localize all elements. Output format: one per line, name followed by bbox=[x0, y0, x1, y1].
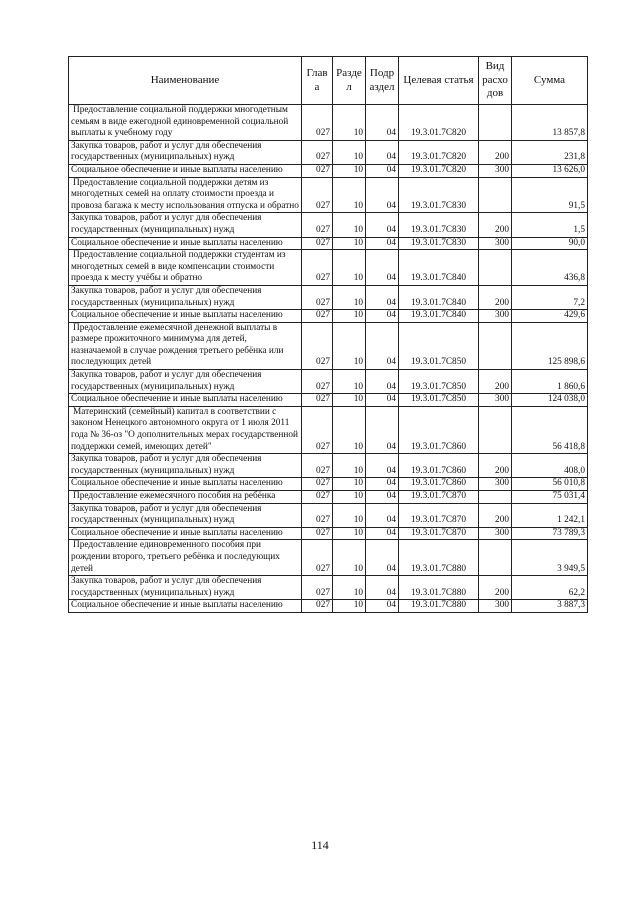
cell-target: 19.3.01.7С860 bbox=[399, 454, 479, 478]
cell-chapter: 027 bbox=[302, 105, 333, 141]
table-row bbox=[69, 394, 588, 407]
cell-chapter: 027 bbox=[302, 177, 333, 213]
cell-sum: 125 898,6 bbox=[512, 322, 588, 369]
cell-type bbox=[479, 105, 512, 141]
cell-name: Социальное обеспечение и иные выплаты населению bbox=[69, 310, 302, 323]
cell-sum: 75 031,4 bbox=[512, 491, 588, 504]
cell-target: 19.3.01.7С820 bbox=[399, 105, 479, 141]
cell-name: Социальное обеспечение и иные выплаты населению bbox=[69, 237, 302, 250]
cell-target: 19.3.01.7С860 bbox=[399, 478, 479, 491]
table-row bbox=[69, 310, 588, 323]
cell-section: 10 bbox=[333, 310, 366, 323]
cell-type: 200 bbox=[479, 370, 512, 394]
cell-chapter: 027 bbox=[302, 503, 333, 527]
cell-target: 19.3.01.7С830 bbox=[399, 213, 479, 237]
cell-subsection: 04 bbox=[366, 600, 399, 613]
cell-type: 300 bbox=[479, 237, 512, 250]
cell-target: 19.3.01.7С880 bbox=[399, 540, 479, 576]
cell-type: 300 bbox=[479, 394, 512, 407]
cell-subsection: 04 bbox=[366, 177, 399, 213]
cell-sum: 1 242,1 bbox=[512, 503, 588, 527]
cell-subsection: 04 bbox=[366, 237, 399, 250]
cell-type: 200 bbox=[479, 140, 512, 164]
cell-name: Социальное обеспечение и иные выплаты населению bbox=[69, 600, 302, 613]
cell-subsection: 04 bbox=[366, 322, 399, 369]
cell-chapter: 027 bbox=[302, 491, 333, 504]
header-type: Вид расхо дов bbox=[479, 57, 512, 105]
cell-target: 19.3.01.7С830 bbox=[399, 237, 479, 250]
cell-section: 10 bbox=[333, 140, 366, 164]
cell-sum: 408,0 bbox=[512, 454, 588, 478]
cell-section: 10 bbox=[333, 237, 366, 250]
table-row bbox=[69, 250, 588, 286]
cell-section: 10 bbox=[333, 600, 366, 613]
cell-type: 200 bbox=[479, 285, 512, 309]
cell-name: Закупка товаров, работ и услуг для обеспечения государственных (муниципальных) нужд bbox=[69, 285, 302, 309]
cell-subsection: 04 bbox=[366, 491, 399, 504]
cell-chapter: 027 bbox=[302, 527, 333, 540]
cell-type: 300 bbox=[479, 600, 512, 613]
cell-subsection: 04 bbox=[366, 454, 399, 478]
cell-section: 10 bbox=[333, 370, 366, 394]
cell-section: 10 bbox=[333, 213, 366, 237]
cell-target: 19.3.01.7С880 bbox=[399, 600, 479, 613]
table-row bbox=[69, 527, 588, 540]
cell-target: 19.3.01.7С820 bbox=[399, 164, 479, 177]
cell-subsection: 04 bbox=[366, 310, 399, 323]
cell-type: 200 bbox=[479, 576, 512, 600]
cell-sum: 429,6 bbox=[512, 310, 588, 323]
cell-sum: 231,8 bbox=[512, 140, 588, 164]
cell-type bbox=[479, 322, 512, 369]
cell-chapter: 027 bbox=[302, 370, 333, 394]
cell-target: 19.3.01.7С880 bbox=[399, 576, 479, 600]
table-row bbox=[69, 322, 588, 369]
cell-type: 300 bbox=[479, 164, 512, 177]
cell-sum: 56 418,8 bbox=[512, 406, 588, 453]
cell-chapter: 027 bbox=[302, 237, 333, 250]
cell-section: 10 bbox=[333, 527, 366, 540]
cell-target: 19.3.01.7С860 bbox=[399, 406, 479, 453]
cell-section: 10 bbox=[333, 454, 366, 478]
table-row bbox=[69, 491, 588, 504]
cell-subsection: 04 bbox=[366, 164, 399, 177]
cell-chapter: 027 bbox=[302, 540, 333, 576]
cell-name: Предоставление ежемесячного пособия на ребёнка bbox=[69, 491, 302, 504]
cell-subsection: 04 bbox=[366, 503, 399, 527]
header-subsection: Подр аздел bbox=[366, 57, 399, 105]
cell-name: Предоставление социальной поддержки многодетным семьям в виде ежегодной единовременной социальной выплаты к учебному году bbox=[69, 105, 302, 141]
cell-type bbox=[479, 491, 512, 504]
budget-table bbox=[68, 56, 588, 613]
cell-subsection: 04 bbox=[366, 213, 399, 237]
table-row bbox=[69, 285, 588, 309]
cell-target: 19.3.01.7С840 bbox=[399, 250, 479, 286]
cell-chapter: 027 bbox=[302, 406, 333, 453]
cell-name: Материнский (семейный) капитал в соответствии с законом Ненецкого автономного округа от 1 июля 2011 года № 36-оз "О дополнительных мерах государственной поддержки семей, имеющих детей" bbox=[69, 406, 302, 453]
cell-name: Социальное обеспечение и иные выплаты населению bbox=[69, 394, 302, 407]
cell-chapter: 027 bbox=[302, 454, 333, 478]
table-row bbox=[69, 164, 588, 177]
table-row bbox=[69, 406, 588, 453]
cell-section: 10 bbox=[333, 177, 366, 213]
cell-section: 10 bbox=[333, 491, 366, 504]
cell-target: 19.3.01.7С830 bbox=[399, 177, 479, 213]
cell-section: 10 bbox=[333, 105, 366, 141]
cell-name: Закупка товаров, работ и услуг для обеспечения государственных (муниципальных) нужд bbox=[69, 370, 302, 394]
cell-sum: 91,5 bbox=[512, 177, 588, 213]
cell-name: Социальное обеспечение и иные выплаты населению bbox=[69, 164, 302, 177]
cell-sum: 56 010,8 bbox=[512, 478, 588, 491]
table-row bbox=[69, 370, 588, 394]
cell-name: Социальное обеспечение и иные выплаты населению bbox=[69, 478, 302, 491]
cell-type: 300 bbox=[479, 527, 512, 540]
cell-chapter: 027 bbox=[302, 478, 333, 491]
cell-name: Закупка товаров, работ и услуг для обеспечения государственных (муниципальных) нужд bbox=[69, 576, 302, 600]
cell-subsection: 04 bbox=[366, 478, 399, 491]
cell-subsection: 04 bbox=[366, 370, 399, 394]
cell-name: Закупка товаров, работ и услуг для обеспечения государственных (муниципальных) нужд bbox=[69, 213, 302, 237]
cell-sum: 62,2 bbox=[512, 576, 588, 600]
table-header-row bbox=[69, 57, 588, 105]
table-row bbox=[69, 237, 588, 250]
cell-type: 300 bbox=[479, 310, 512, 323]
cell-chapter: 027 bbox=[302, 140, 333, 164]
cell-chapter: 027 bbox=[302, 576, 333, 600]
header-sum: Сумма bbox=[512, 57, 588, 105]
cell-type bbox=[479, 540, 512, 576]
cell-subsection: 04 bbox=[366, 527, 399, 540]
header-section: Разде л bbox=[333, 57, 366, 105]
cell-sum: 124 038,0 bbox=[512, 394, 588, 407]
cell-name: Закупка товаров, работ и услуг для обеспечения государственных (муниципальных) нужд bbox=[69, 503, 302, 527]
cell-target: 19.3.01.7С850 bbox=[399, 370, 479, 394]
cell-sum: 13 857,8 bbox=[512, 105, 588, 141]
cell-name: Закупка товаров, работ и услуг для обеспечения государственных (муниципальных) нужд bbox=[69, 140, 302, 164]
cell-subsection: 04 bbox=[366, 285, 399, 309]
cell-name: Предоставление ежемесячной денежной выплаты в размере прожиточного минимума для детей, назначаемой в случае рождения третьего ребёнка или последующих детей bbox=[69, 322, 302, 369]
table-row bbox=[69, 576, 588, 600]
cell-target: 19.3.01.7С840 bbox=[399, 310, 479, 323]
header-name: Наименование bbox=[69, 57, 302, 105]
cell-chapter: 027 bbox=[302, 250, 333, 286]
table-row bbox=[69, 600, 588, 613]
cell-sum: 73 789,3 bbox=[512, 527, 588, 540]
cell-target: 19.3.01.7С820 bbox=[399, 140, 479, 164]
cell-subsection: 04 bbox=[366, 406, 399, 453]
cell-section: 10 bbox=[333, 540, 366, 576]
cell-sum: 3 949,5 bbox=[512, 540, 588, 576]
table-row bbox=[69, 177, 588, 213]
cell-sum: 7,2 bbox=[512, 285, 588, 309]
cell-chapter: 027 bbox=[302, 164, 333, 177]
cell-section: 10 bbox=[333, 406, 366, 453]
cell-type: 300 bbox=[479, 478, 512, 491]
table-row bbox=[69, 213, 588, 237]
cell-section: 10 bbox=[333, 285, 366, 309]
cell-chapter: 027 bbox=[302, 394, 333, 407]
cell-subsection: 04 bbox=[366, 394, 399, 407]
cell-section: 10 bbox=[333, 503, 366, 527]
cell-subsection: 04 bbox=[366, 105, 399, 141]
cell-type bbox=[479, 177, 512, 213]
table-row bbox=[69, 540, 588, 576]
cell-name: Предоставление социальной поддержки студентам из многодетных семей в виде компенсации стоимости проезда к месту учёбы и обратно bbox=[69, 250, 302, 286]
table-row bbox=[69, 140, 588, 164]
cell-chapter: 027 bbox=[302, 213, 333, 237]
cell-section: 10 bbox=[333, 250, 366, 286]
cell-target: 19.3.01.7С840 bbox=[399, 285, 479, 309]
cell-name: Предоставление социальной поддержки детям из многодетных семей на оплату стоимости проезда и провоза багажа к месту использования отпуска и обратно bbox=[69, 177, 302, 213]
cell-section: 10 bbox=[333, 394, 366, 407]
cell-target: 19.3.01.7С870 bbox=[399, 503, 479, 527]
cell-sum: 436,8 bbox=[512, 250, 588, 286]
cell-name: Закупка товаров, работ и услуг для обеспечения государственных (муниципальных) нужд bbox=[69, 454, 302, 478]
table-body bbox=[69, 105, 588, 613]
cell-name: Социальное обеспечение и иные выплаты населению bbox=[69, 527, 302, 540]
table-row bbox=[69, 105, 588, 141]
cell-chapter: 027 bbox=[302, 322, 333, 369]
cell-type bbox=[479, 406, 512, 453]
cell-chapter: 027 bbox=[302, 310, 333, 323]
cell-subsection: 04 bbox=[366, 140, 399, 164]
cell-section: 10 bbox=[333, 576, 366, 600]
table-row bbox=[69, 478, 588, 491]
table-row bbox=[69, 503, 588, 527]
cell-sum: 90,0 bbox=[512, 237, 588, 250]
cell-chapter: 027 bbox=[302, 285, 333, 309]
cell-subsection: 04 bbox=[366, 250, 399, 286]
cell-type: 200 bbox=[479, 503, 512, 527]
cell-section: 10 bbox=[333, 478, 366, 491]
cell-subsection: 04 bbox=[366, 576, 399, 600]
cell-type: 200 bbox=[479, 213, 512, 237]
cell-type bbox=[479, 250, 512, 286]
cell-sum: 1 860,6 bbox=[512, 370, 588, 394]
cell-target: 19.3.01.7С870 bbox=[399, 491, 479, 504]
cell-chapter: 027 bbox=[302, 600, 333, 613]
header-chapter: Глав а bbox=[302, 57, 333, 105]
page-number: 114 bbox=[311, 838, 329, 852]
cell-target: 19.3.01.7С870 bbox=[399, 527, 479, 540]
cell-section: 10 bbox=[333, 322, 366, 369]
cell-subsection: 04 bbox=[366, 540, 399, 576]
cell-target: 19.3.01.7С850 bbox=[399, 394, 479, 407]
cell-name: Предоставление единовременного пособия при рождении второго, третьего ребёнка и последующих детей bbox=[69, 540, 302, 576]
cell-sum: 3 887,3 bbox=[512, 600, 588, 613]
cell-section: 10 bbox=[333, 164, 366, 177]
cell-type: 200 bbox=[479, 454, 512, 478]
header-target: Целевая статья bbox=[399, 57, 479, 105]
cell-sum: 1,5 bbox=[512, 213, 588, 237]
table-row bbox=[69, 454, 588, 478]
cell-target: 19.3.01.7С850 bbox=[399, 322, 479, 369]
cell-sum: 13 626,0 bbox=[512, 164, 588, 177]
